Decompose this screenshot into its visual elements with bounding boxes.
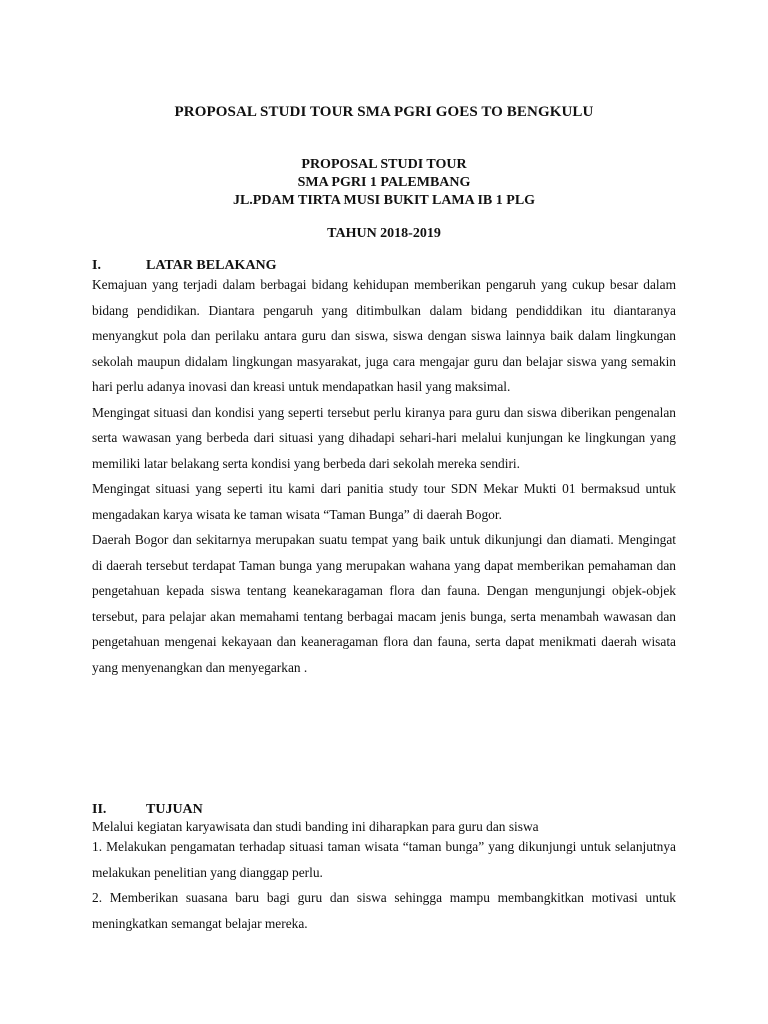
subtitle-line-3: JL.PDAM TIRTA MUSI BUKIT LAMA IB 1 PLG [232,193,536,208]
paragraph: Mengingat situasi dan kondisi yang seperti tersebut perlu kiranya para guru dan siswa diberikan pengenalan serta wawasan yang berbeda dari situasi yang dihadapi sehari-hari melalui kunjungan ke lingkungan yang memiliki latar belakang serta kondisi yang berbeda dari sekolah mereka sendiri. [92,404,676,471]
subtitle-block [0,156,768,210]
list-item: 2. Memberikan suasana baru bagi guru dan siswa sehingga mampu membangkitkan motivasi untuk meningkatkan semangat belajar mereka. [92,890,676,931]
main-title: PROPOSAL STUDI TOUR SMA PGRI GOES TO BENGKULU [174,104,594,120]
paragraph: Daerah Bogor dan sekitarnya merupakan suatu tempat yang baik untuk dikunjungi dan diamati. Mengingat di daerah tersebut terdapat Taman bunga yang merupakan wahana yang dapat memberikan pemahaman dan pengetahuan kepada siswa tentang keanekaragaman flora dan fauna. Dengan mengunjungi objek-objek tersebut, para pelajar akan memahami tentang berbagai macam jenis bunga, serta menambah wawasan dan pengetahuan mengenai kekayaan dan keaneragaman flora dan fauna, serta dapat menikmati daerah wisata yang menyenangkan dan menyegarkan . [92,532,676,675]
subtitle-line-1: PROPOSAL STUDI TOUR [301,157,467,172]
subtitle-line-2: SMA PGRI 1 PALEMBANG [297,175,471,190]
tujuan-intro: Melalui kegiatan karyawisata dan studi banding ini diharapkan para guru dan siswa [92,819,539,834]
section-number: I. [92,258,101,273]
list-item: 1. Melakukan pengamatan terhadap situasi taman wisata “taman bunga” yang dikunjungi untuk selanjutnya melakukan penelitian yang dianggap perlu. [92,839,676,880]
section-title: TUJUAN [146,802,203,817]
section-title: LATAR BELAKANG [146,258,277,273]
year-heading: TAHUN 2018-2019 [327,226,441,241]
tujuan-list [92,834,676,936]
paragraph: Mengingat situasi yang seperti itu kami dari panitia study tour SDN Mekar Mukti 01 bermaksud untuk mengadakan karya wisata ke taman wisata “Taman Bunga” di daerah Bogor. [92,481,676,522]
latar-belakang-body [92,272,676,680]
section-number: II. [92,802,107,817]
paragraph: Kemajuan yang terjadi dalam berbagai bidang kehidupan memberikan pengaruh yang cukup besar dalam bidang pendidikan. Diantara pengaruh yang ditimbulkan dalam bidang pendiddikan itu diantaranya menyangkut pola dan perilaku antara guru dan siswa, siswa dengan siswa lainnya baik dalam lingkungan sekolah maupun didalam lingkungan masyarakat, juga cara mengajar guru dan belajar siswa yang semakin hari perlu adanya inovasi dan kreasi untuk mendapatkan hasil yang maksimal. [92,277,676,394]
section-heading-tujuan [92,802,203,818]
